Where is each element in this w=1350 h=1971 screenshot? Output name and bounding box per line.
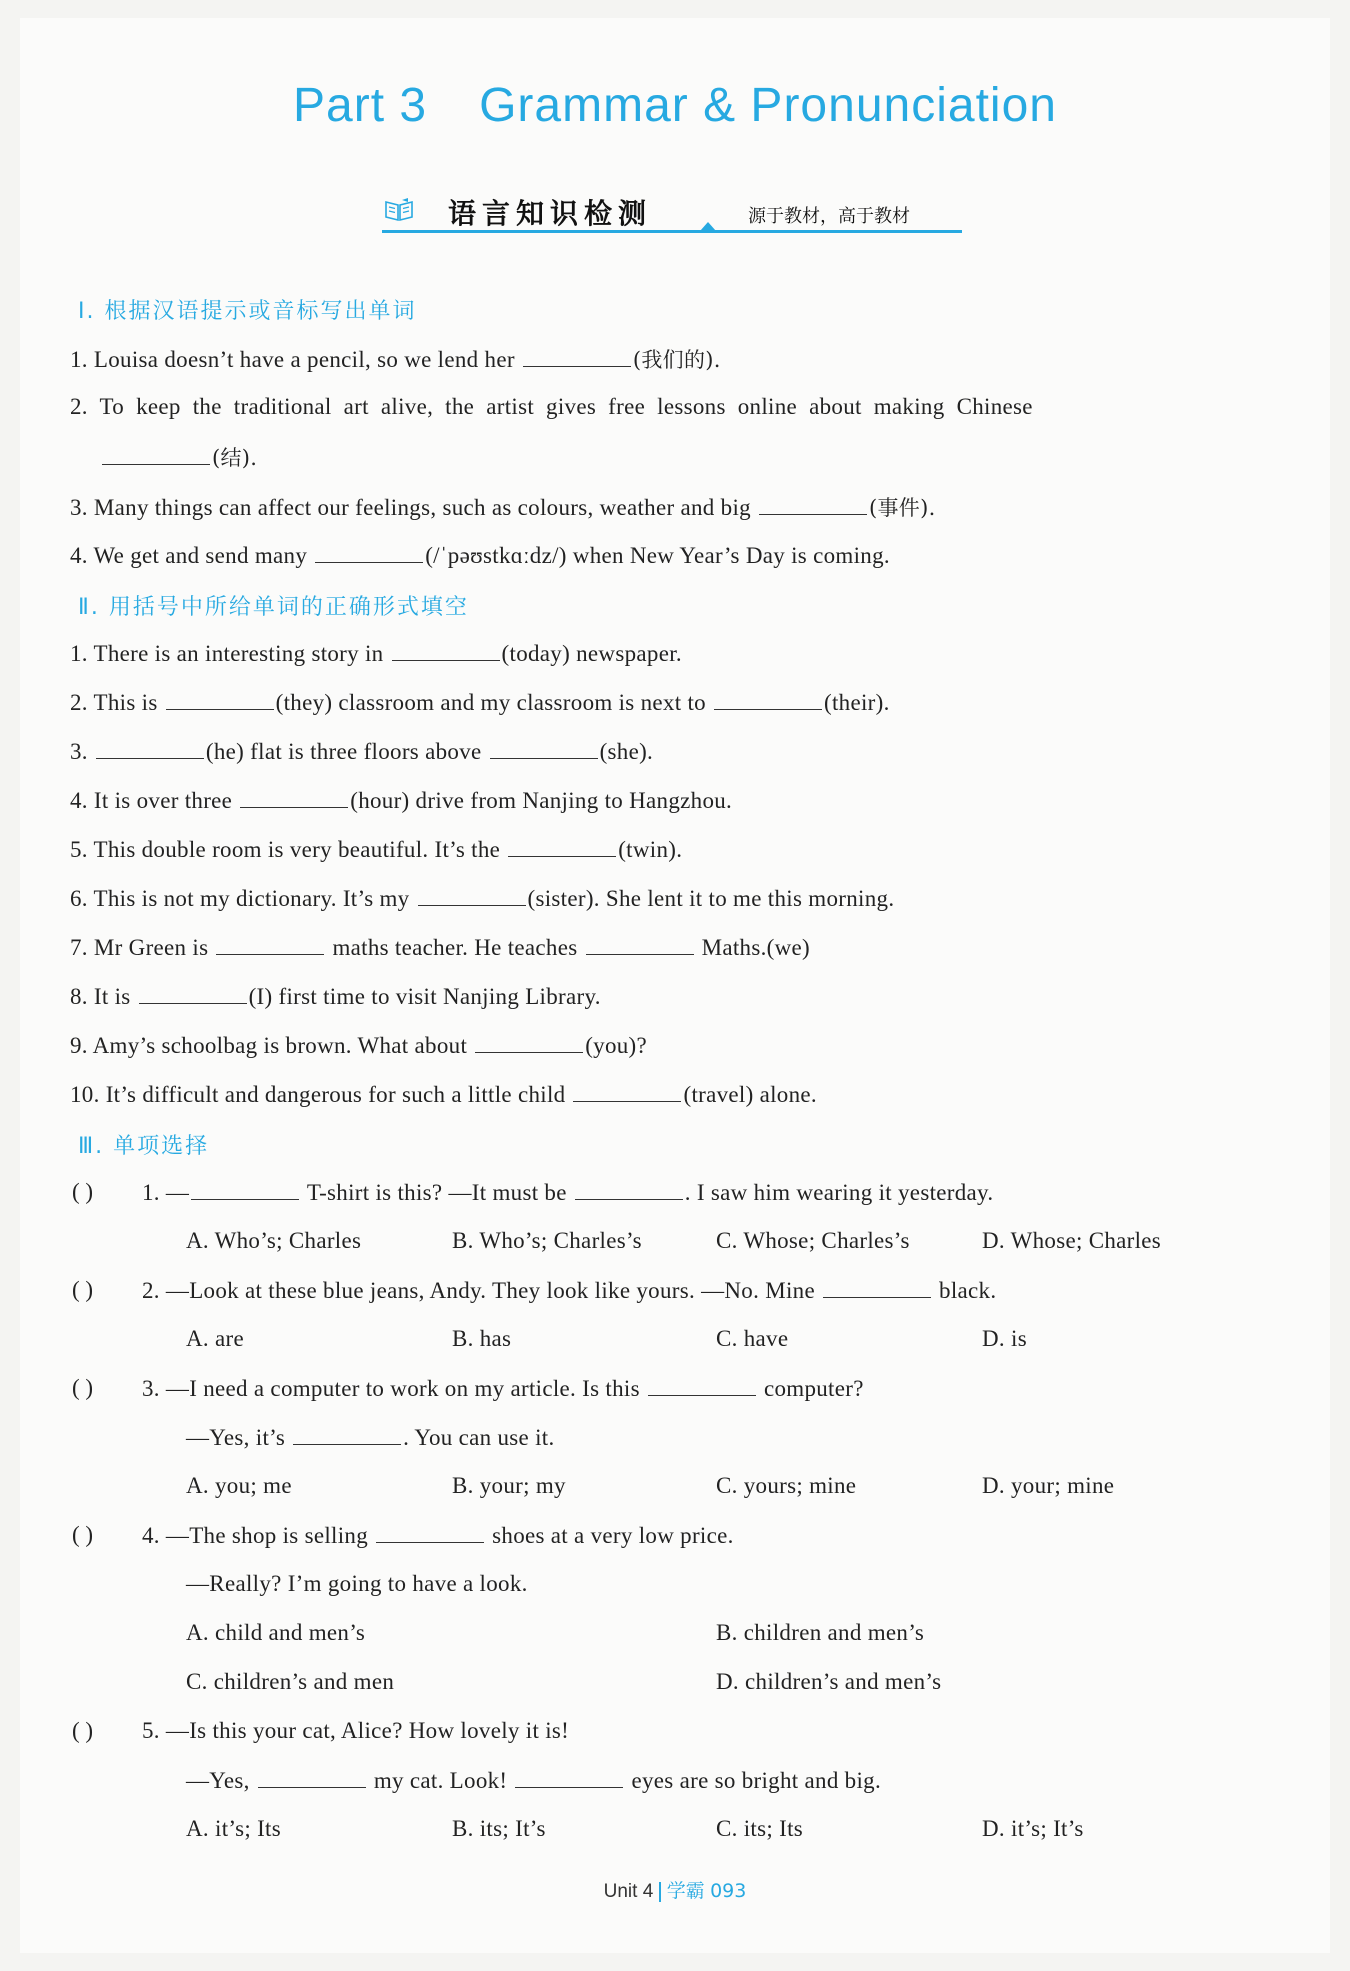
section-3-title: Ⅲ. 单项选择 [78, 1134, 210, 1159]
s3-q1-option-b[interactable]: B. Who’s; Charles’s [452, 1228, 642, 1253]
answer-paren[interactable]: ( ) [72, 1718, 94, 1743]
s3-q2-option-b[interactable]: B. has [452, 1326, 512, 1351]
s2-q2: 2. This is (they) classroom and my classroom is next to (their). [70, 690, 890, 715]
page-title [0, 78, 1350, 133]
answer-blank[interactable] [648, 1375, 756, 1396]
answer-blank[interactable] [515, 1767, 623, 1788]
answer-paren[interactable]: ( ) [72, 1179, 94, 1204]
answer-blank[interactable] [315, 542, 423, 563]
footer-divider [659, 1882, 661, 1902]
s1-q2: 2. To keep the traditional art alive, the artist gives free lessons online about making Chinese [70, 394, 1033, 419]
answer-blank[interactable] [508, 836, 616, 857]
answer-blank[interactable] [96, 738, 204, 759]
s3-q4-line2: —Really? I’m going to have a look. [186, 1571, 528, 1596]
answer-paren[interactable]: ( ) [72, 1522, 94, 1547]
s3-q1-option-d[interactable]: D. Whose; Charles [982, 1228, 1162, 1253]
answer-blank[interactable] [102, 444, 210, 465]
s3-q5-line2: —Yes, my cat. Look! eyes are so bright and big. [186, 1768, 882, 1793]
answer-blank[interactable] [418, 885, 526, 906]
answer-blank[interactable] [490, 738, 598, 759]
answer-blank[interactable] [166, 689, 274, 710]
page-footer [0, 1876, 1350, 1903]
s3-q4: 4. —The shop is selling shoes at a very low price. [142, 1523, 734, 1548]
answer-blank[interactable] [475, 1032, 583, 1053]
s3-q1: 1. — T-shirt is this? —It must be . I saw him wearing it yesterday. [142, 1180, 994, 1205]
answer-blank[interactable] [392, 640, 500, 661]
footer-brand: 学霸 [666, 1880, 705, 1902]
s2-q9: 9. Amy’s schoolbag is brown. What about (you)? [70, 1033, 648, 1058]
book-icon [384, 198, 414, 222]
section-2-title: Ⅱ. 用括号中所给单词的正确形式填空 [78, 595, 469, 620]
s3-q2-option-c[interactable]: C. have [716, 1326, 789, 1351]
s1-q3: 3. Many things can affect our feelings, such as colours, weather and big (事件). [70, 495, 936, 520]
answer-blank[interactable] [240, 787, 348, 808]
s3-q3-option-d[interactable]: D. your; mine [982, 1473, 1115, 1498]
s3-q3-option-a[interactable]: A. you; me [186, 1473, 292, 1498]
s3-q5-option-a[interactable]: A. it’s; Its [186, 1816, 281, 1841]
s1-q1: 1. Louisa doesn’t have a pencil, so we lend her (我们的). [70, 347, 721, 372]
answer-blank[interactable] [216, 934, 324, 955]
s3-q2-option-d[interactable]: D. is [982, 1326, 1027, 1351]
s3-q5-option-d[interactable]: D. it’s; It’s [982, 1816, 1084, 1841]
answer-blank[interactable] [714, 689, 822, 710]
s2-q5: 5. This double room is very beautiful. It’s the (twin). [70, 837, 683, 862]
s3-q5: 5. —Is this your cat, Alice? How lovely it is! [142, 1718, 570, 1743]
topic-label: Grammar & Pronunciation [479, 79, 1057, 132]
answer-blank[interactable] [523, 346, 631, 367]
s2-q4: 4. It is over three (hour) drive from Nanjing to Hangzhou. [70, 788, 733, 813]
answer-paren[interactable]: ( ) [72, 1375, 94, 1400]
s1-q4: 4. We get and send many (/ˈpəʊstkɑːdz/) when New Year’s Day is coming. [70, 543, 890, 568]
s2-q1: 1. There is an interesting story in (today) newspaper. [70, 641, 682, 666]
s3-q1-option-a[interactable]: A. Who’s; Charles [186, 1228, 362, 1253]
s3-q3-option-c[interactable]: C. yours; mine [716, 1473, 857, 1498]
answer-blank[interactable] [573, 1081, 681, 1102]
s3-q4-option-a[interactable]: A. child and men’s [186, 1620, 366, 1645]
answer-blank[interactable] [258, 1767, 366, 1788]
s2-q3: 3. (he) flat is three floors above (she). [70, 739, 654, 764]
s1-q2-cont: (结). [100, 442, 257, 472]
s3-q4-option-d[interactable]: D. children’s and men’s [716, 1669, 942, 1694]
answer-blank[interactable] [191, 1179, 299, 1200]
s3-q3: 3. —I need a computer to work on my article. Is this computer? [142, 1376, 864, 1401]
footer-page-number: 093 [710, 1880, 747, 1902]
s3-q3-option-b[interactable]: B. your; my [452, 1473, 566, 1498]
answer-blank[interactable] [823, 1277, 931, 1298]
banner-main: 语言知识检测 [448, 197, 653, 230]
banner-underline [382, 230, 962, 233]
banner-sub: 源于教材，高于教材 [748, 206, 910, 227]
answer-blank[interactable] [293, 1424, 401, 1445]
s2-q8: 8. It is (I) first time to visit Nanjing Library. [70, 984, 601, 1009]
answer-paren[interactable]: ( ) [72, 1277, 94, 1302]
part-label: Part 3 [293, 79, 428, 132]
s3-q3-line2: —Yes, it’s . You can use it. [186, 1425, 555, 1450]
answer-blank[interactable] [575, 1179, 683, 1200]
s3-q4-option-c[interactable]: C. children’s and men [186, 1669, 395, 1694]
section-1-title: Ⅰ. 根据汉语提示或音标写出单词 [78, 299, 417, 324]
s3-q2: 2. —Look at these blue jeans, Andy. They look like yours. —No. Mine black. [142, 1278, 997, 1303]
answer-blank[interactable] [376, 1522, 484, 1543]
s2-q7: 7. Mr Green is maths teacher. He teaches Maths.(we) [70, 935, 810, 960]
answer-blank[interactable] [759, 494, 867, 515]
s2-q6: 6. This is not my dictionary. It’s my (sister). She lent it to me this morning. [70, 886, 895, 911]
answer-blank[interactable] [139, 983, 247, 1004]
s2-q10: 10. It’s difficult and dangerous for such a little child (travel) alone. [70, 1082, 817, 1107]
s3-q5-option-b[interactable]: B. its; It’s [452, 1816, 546, 1841]
section-banner [382, 192, 962, 236]
answer-blank[interactable] [586, 934, 694, 955]
s3-q4-option-b[interactable]: B. children and men’s [716, 1620, 925, 1645]
footer-unit: Unit 4 [603, 1881, 654, 1902]
s3-q2-option-a[interactable]: A. are [186, 1326, 244, 1351]
s3-q5-option-c[interactable]: C. its; Its [716, 1816, 804, 1841]
s3-q1-option-c[interactable]: C. Whose; Charles’s [716, 1228, 910, 1253]
